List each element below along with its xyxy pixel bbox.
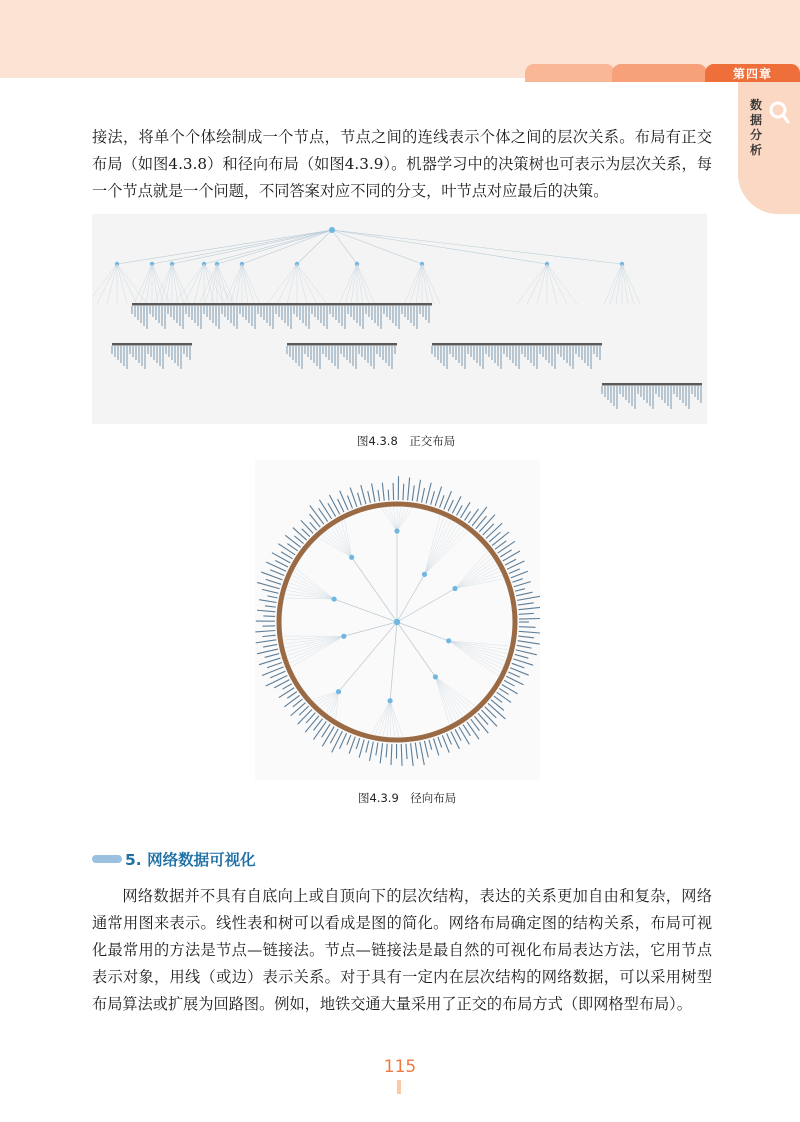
tree-edge: [547, 264, 577, 304]
radial-leaf-label: [431, 491, 435, 504]
magnifier-icon: [768, 100, 790, 130]
radial-edge: [285, 636, 344, 652]
tree-edge: [211, 264, 217, 304]
radial-leaf-label: [294, 536, 303, 544]
radial-leaf-label: [403, 484, 404, 500]
radial-node: [341, 634, 346, 639]
tree-edge: [410, 264, 422, 304]
radial-leaf-label: [513, 659, 533, 665]
tree-edge: [267, 264, 297, 304]
radial-leaf-label: [359, 740, 364, 758]
radial-leaf-label: [322, 727, 334, 747]
tree-edge: [422, 264, 428, 304]
radial-leaf-label: [422, 488, 425, 502]
radial-leaf-label: [467, 722, 479, 739]
radial-edge: [455, 571, 501, 588]
tree-edge: [172, 264, 190, 304]
radial-edge: [390, 701, 399, 738]
radial-leaf-label: [516, 592, 532, 596]
radial-leaf-label: [401, 744, 402, 766]
tree-edge: [92, 264, 117, 304]
tree-edge: [332, 230, 357, 264]
radial-leaf-label: [474, 716, 488, 733]
tree-edge: [345, 264, 357, 304]
radial-leaf-label: [278, 544, 295, 555]
radial-leaf-label: [287, 544, 297, 551]
tree-edge: [404, 264, 422, 304]
tree-edge: [224, 264, 242, 304]
radial-leaf-label: [505, 559, 516, 565]
radial-edge: [455, 557, 493, 588]
tree-edge: [184, 264, 204, 304]
radial-leaf-label: [429, 740, 432, 750]
radial-edge: [397, 622, 449, 641]
radial-edge: [390, 622, 397, 701]
radial-edge: [381, 507, 397, 531]
radial-leaf-label: [519, 627, 536, 628]
radial-leaf-label: [435, 487, 441, 507]
tree-edge: [146, 264, 152, 304]
radial-leaf-label: [256, 640, 277, 643]
radial-leaf-label: [519, 618, 540, 619]
radial-leaf-label: [376, 742, 378, 755]
radial-leaf-label: [356, 738, 359, 749]
radial-edge: [397, 622, 435, 677]
header-tab-mid: [612, 64, 707, 82]
radial-leaf-label: [265, 654, 279, 658]
radial-edge: [289, 636, 344, 663]
tree-edge: [152, 264, 164, 304]
tree-edge: [297, 264, 327, 304]
tree-edge: [140, 264, 152, 304]
radial-leaf-label: [465, 511, 471, 520]
leaf-row: [112, 343, 192, 346]
figure-radial-layout: [255, 460, 540, 780]
radial-leaf-label: [502, 684, 518, 693]
radial-leaf-label: [457, 505, 463, 515]
header-tab-light: [525, 64, 615, 82]
radial-leaf-label: [279, 688, 294, 698]
radial-leaf-label: [267, 596, 277, 598]
radial-leaf-label: [424, 741, 428, 758]
tree-edge: [117, 230, 332, 264]
radial-leaf-label: [518, 641, 540, 644]
radial-leaf-label: [378, 490, 380, 501]
radial-edge: [344, 622, 397, 636]
radial-edge: [334, 525, 352, 558]
radial-leaf-label: [257, 649, 278, 654]
radial-leaf-label: [485, 707, 497, 718]
tree-edge: [547, 264, 557, 304]
radial-edge: [435, 677, 473, 710]
radial-leaf-label: [476, 516, 487, 529]
radial-leaf-label: [391, 744, 392, 765]
radial-edge: [449, 641, 506, 662]
radial-leaf-label: [512, 579, 522, 583]
tree-edge: [622, 264, 640, 304]
radial-leaf-label: [500, 550, 511, 557]
radial-leaf-label: [301, 520, 313, 533]
radial-edge: [284, 598, 335, 599]
radial-leaf-label: [319, 500, 331, 519]
radial-leaf-label: [358, 493, 362, 505]
tree-edge: [297, 264, 317, 304]
tree-edge: [199, 264, 217, 304]
tree-edge: [242, 230, 332, 264]
radial-edge: [397, 574, 425, 622]
tree-edge: [236, 264, 242, 304]
radial-leaf-label: [517, 596, 540, 600]
radial-node: [433, 674, 438, 679]
tree-root-node: [329, 227, 335, 233]
tree-edge: [416, 264, 422, 304]
radial-edge: [425, 520, 452, 575]
radial-leaf-label: [265, 606, 276, 607]
radial-leaf-label: [518, 607, 540, 609]
radial-leaf-label: [433, 738, 438, 755]
radial-node: [452, 586, 457, 591]
leaf-row: [432, 343, 602, 346]
radial-leaf-label: [287, 692, 297, 699]
radial-leaf-label: [262, 667, 284, 676]
radial-edge: [383, 701, 390, 737]
leaf-row: [132, 303, 432, 306]
radial-leaf-label: [408, 478, 410, 501]
radial-edge: [449, 641, 500, 677]
radial-edge: [319, 692, 338, 708]
radial-leaf-label: [438, 737, 442, 748]
radial-edge: [339, 622, 397, 692]
tree-edge: [117, 264, 127, 304]
radial-leaf-label: [338, 499, 344, 512]
radial-leaf-label: [481, 710, 497, 726]
page-number: 115: [383, 1057, 417, 1077]
radial-edge: [435, 677, 463, 717]
tree-edge: [217, 264, 235, 304]
radial-node: [388, 698, 393, 703]
tree-edge: [622, 264, 634, 304]
tree-edge: [297, 264, 307, 304]
radial-leaf-label: [310, 522, 317, 530]
radial-leaf-label: [266, 579, 281, 584]
radial-leaf-label: [257, 582, 280, 588]
radial-leaf-label: [504, 680, 514, 686]
radial-leaf-label: [517, 645, 532, 648]
radial-leaf-label: [412, 485, 414, 500]
radial-leaf-label: [420, 742, 424, 765]
figure-caption-2: 图4.3.9 径向布局: [358, 791, 457, 805]
radial-edge: [449, 641, 505, 666]
tree-edge: [422, 264, 434, 304]
radial-edge: [449, 641, 502, 673]
radial-leaf-label: [472, 507, 487, 526]
figure-caption-1: 图4.3.8 正交布局: [357, 434, 456, 448]
tree-edge: [160, 264, 172, 304]
radial-leaf-label: [508, 672, 519, 677]
radial-leaf-label: [499, 688, 508, 694]
radial-edge: [449, 641, 509, 654]
radial-leaf-label: [293, 699, 303, 707]
radial-node: [422, 572, 427, 577]
tree-edge: [357, 264, 369, 304]
radial-leaf-label: [448, 500, 453, 511]
tree-edge: [242, 264, 260, 304]
tree-edge: [332, 230, 622, 264]
radial-leaf-label: [372, 484, 375, 502]
tree-edge: [107, 264, 117, 304]
tree-edge: [517, 264, 547, 304]
radial-leaf-label: [347, 735, 351, 745]
tree-edge: [287, 264, 297, 304]
radial-leaf-label: [285, 535, 300, 547]
radial-node: [331, 596, 336, 601]
figure-orthogonal-layout: [92, 214, 707, 424]
orthogonal-tree-illustration: [92, 214, 707, 424]
radial-leaf-label: [447, 733, 452, 744]
radial-tree-illustration: [255, 460, 540, 780]
radial-leaf-label: [411, 743, 414, 766]
radial-leaf-label: [417, 480, 421, 502]
radial-leaf-label: [263, 644, 277, 647]
radial-leaf-label: [293, 528, 307, 540]
radial-edge: [371, 701, 390, 735]
radial-leaf-label: [440, 495, 445, 507]
radial-leaf-label: [329, 495, 339, 514]
tree-edge: [351, 264, 357, 304]
radial-edge: [375, 701, 390, 736]
radial-leaf-label: [349, 737, 355, 754]
radial-leaf-label: [479, 515, 495, 532]
radial-leaf-label: [514, 582, 531, 587]
paragraph-network: 网络数据并不具有自底向上或自顶向下的层次结构，表达的关系更加自由和复杂，网络通常用图来表示。线性表和树可以看成是图的简化。网络布局确定图的结构关系，布局可视化最常用的方法是节点—链接法。节点—链接法是最自然的可视化布局表达方法，它用节点表示对象，用线（或边）表示关系。对于具有一定内在层次结构的网络数据，可以采用树型布局算法或扩展为回路图。例如，地铁交通大量采用了正交的布局方式（即网格型布局）。: [92, 887, 712, 1013]
radial-leaf-label: [332, 731, 343, 752]
radial-edge: [295, 568, 334, 600]
radial-node: [336, 689, 341, 694]
radial-leaf-label: [366, 741, 369, 753]
tree-edge: [217, 264, 223, 304]
radial-edge: [397, 506, 405, 531]
radial-edge: [435, 677, 466, 715]
tree-edge: [604, 264, 622, 304]
radial-leaf-label: [262, 635, 275, 636]
radial-leaf-label: [468, 509, 478, 523]
radial-leaf-label: [491, 700, 504, 711]
radial-edge: [334, 599, 397, 622]
radial-leaf-label: [388, 490, 389, 501]
radial-leaf-label: [270, 671, 285, 678]
tree-edge: [616, 264, 622, 304]
tree-edge: [152, 230, 332, 264]
radial-leaf-label: [486, 523, 502, 538]
tree-edge: [357, 264, 375, 304]
radial-leaf-label: [386, 744, 387, 758]
radial-edge: [425, 526, 462, 575]
radial-edge: [397, 507, 413, 531]
radial-leaf-label: [515, 654, 529, 658]
radial-leaf-label: [459, 727, 469, 744]
radial-leaf-label: [305, 716, 319, 732]
radial-leaf-label: [263, 616, 275, 617]
radial-leaf-label: [509, 569, 520, 574]
radial-leaf-label: [494, 696, 502, 702]
tree-edge: [152, 264, 158, 304]
page-number-tick: [397, 1080, 401, 1094]
radial-node: [349, 555, 354, 560]
tree-edge: [172, 264, 178, 304]
radial-leaf-label: [270, 570, 284, 576]
radial-leaf-label: [519, 631, 540, 633]
radial-leaf-label: [512, 663, 525, 668]
tree-edge: [154, 264, 172, 304]
tree-edge: [332, 230, 547, 264]
tree-edge: [166, 264, 172, 304]
leaf-row: [602, 383, 702, 386]
radial-leaf-label: [382, 483, 384, 501]
radial-leaf-label: [461, 502, 470, 518]
radial-edge: [327, 529, 352, 557]
section-title: 5. 网络数据可视化: [125, 851, 256, 869]
radial-leaf-label: [426, 483, 431, 504]
radial-leaf-label: [266, 562, 286, 571]
radial-node: [446, 638, 451, 643]
radial-leaf-label: [262, 589, 278, 593]
header-tab-chapter: [705, 64, 800, 82]
tree-edge: [204, 264, 214, 304]
tree-edge: [194, 264, 204, 304]
radial-leaf-label: [282, 684, 291, 689]
tree-edge: [622, 264, 628, 304]
tree-edge: [339, 264, 357, 304]
tree-edge: [97, 264, 117, 304]
tree-edge: [172, 264, 184, 304]
radial-edge: [425, 531, 469, 575]
radial-edge: [455, 568, 499, 589]
radial-edge: [390, 701, 403, 738]
tree-edge: [242, 264, 254, 304]
section-vertical-label: 数据分析: [750, 98, 763, 157]
tree-edge: [152, 264, 170, 304]
radial-edge: [435, 677, 453, 724]
radial-leaf-label: [503, 551, 520, 561]
radial-edge: [425, 524, 459, 575]
radial-leaf-label: [281, 552, 293, 559]
radial-leaf-label: [415, 743, 417, 759]
tree-edge: [134, 264, 152, 304]
radial-leaf-label: [518, 603, 534, 605]
radial-leaf-label: [369, 742, 373, 761]
tree-edge: [230, 264, 242, 304]
tree-edge: [117, 264, 147, 304]
tree-edge: [357, 264, 363, 304]
radial-edge: [425, 518, 448, 575]
radial-leaf-label: [310, 514, 321, 527]
radial-leaf-label: [272, 553, 290, 563]
chapter-label: 第四章: [732, 66, 772, 81]
radial-edge: [389, 506, 397, 531]
tree-edge: [537, 264, 547, 304]
radial-leaf-label: [298, 709, 312, 724]
radial-leaf-label: [275, 561, 288, 567]
section-marker: [92, 855, 122, 863]
radial-leaf-label: [368, 491, 371, 503]
radial-edge: [293, 571, 334, 599]
radial-leaf-label: [380, 743, 382, 763]
radial-leaf-label: [257, 610, 275, 612]
radial-edge: [435, 677, 456, 722]
radial-leaf-label: [515, 589, 525, 592]
paragraph-intro: 接法，将单个个体绘制成一个节点，节点之间的连线表示个体之间的层次关系。布局有正交布局（如图4.3.8）和径向布局（如图4.3.9）。机器学习中的决策树也可表示为层次关系，每一个节点就是一个问题，不同答案对应不同的分支，叶节点对应最后的决策。: [92, 128, 712, 200]
radial-leaf-label: [498, 541, 515, 553]
radial-edge: [316, 692, 338, 706]
radial-leaf-label: [406, 744, 407, 759]
radial-leaf-label: [488, 703, 505, 719]
radial-leaf-label: [302, 529, 310, 537]
radial-leaf-label: [518, 636, 534, 638]
tree-edge: [422, 264, 440, 304]
tree-edge: [610, 264, 622, 304]
tree-edge: [527, 264, 547, 304]
radial-edge: [285, 590, 334, 599]
radial-leaf-label: [284, 695, 299, 706]
radial-leaf-label: [259, 600, 276, 603]
radial-root-node: [394, 619, 400, 625]
radial-leaf-label: [347, 496, 352, 509]
radial-leaf-label: [255, 631, 275, 632]
radial-leaf-label: [267, 663, 282, 668]
radial-leaf-label: [519, 613, 534, 614]
radial-edge: [397, 589, 455, 623]
radial-leaf-label: [361, 485, 366, 504]
radial-leaf-label: [313, 721, 326, 739]
radial-leaf-label: [492, 532, 509, 546]
radial-edge: [435, 677, 476, 707]
radial-leaf-label: [291, 703, 306, 716]
radial-edge: [352, 557, 397, 622]
radial-leaf-label: [455, 729, 461, 740]
radial-node: [394, 528, 399, 533]
leaf-row: [287, 343, 397, 346]
tree-edge: [174, 264, 204, 304]
radial-leaf-label: [266, 675, 288, 686]
radial-leaf-label: [497, 692, 511, 702]
tree-edge: [242, 264, 248, 304]
radial-leaf-label: [310, 505, 324, 524]
tree-edge: [547, 264, 567, 304]
tree-edge: [277, 264, 297, 304]
radial-leaf-label: [516, 650, 537, 655]
tree-edge: [117, 264, 137, 304]
tree-edge: [172, 230, 332, 264]
